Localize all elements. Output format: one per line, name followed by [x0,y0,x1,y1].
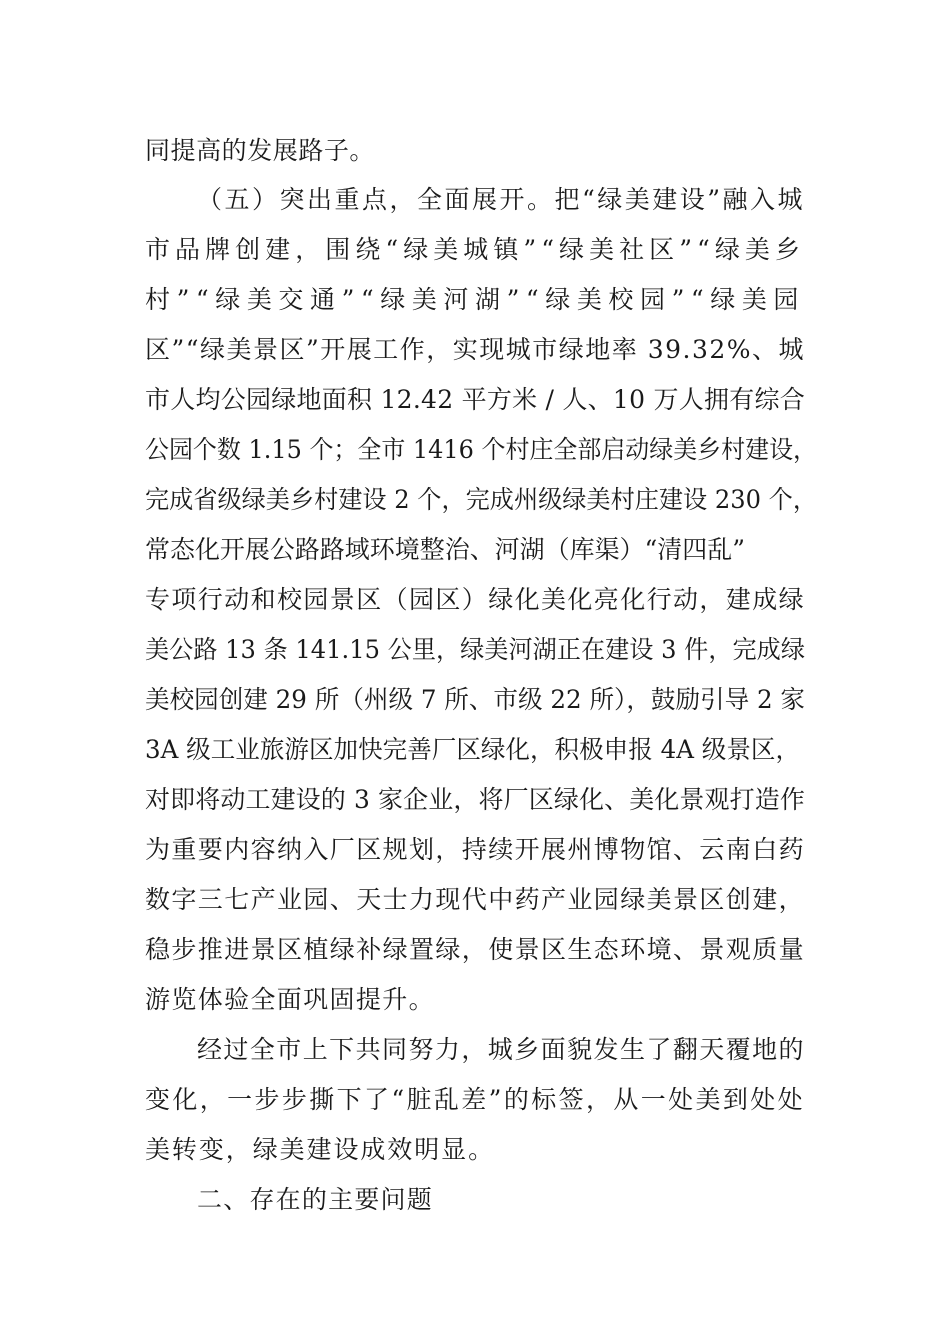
line-text: 对即将动工建设的 3 家企业，将厂区绿化、美化景观打造作 [145,785,805,814]
line-text: 专项行动和校园景区（园区）绿化美化亮化行动，建成绿 [145,585,805,614]
text-line [0,278,950,322]
text-line [0,378,950,422]
text-line [0,1078,950,1122]
section-heading [0,1178,950,1222]
line-text: 常态化开展公路路域环境整治、河湖（库渠）“清四乱” [145,535,745,564]
line-text: 经过全市上下共同努力，城乡面貌发生了翻天覆地的 [197,1035,805,1064]
text-line [0,878,950,922]
line-text: 变化，一步步撕下了“脏乱差”的标签，从一处美到处处 [145,1085,805,1114]
text-line [0,828,950,872]
line-text: 美转变，绿美建设成效明显。 [145,1135,495,1164]
text-line [0,728,950,772]
line-text: 同提高的发展路子。 [145,136,375,165]
line-text: （五）突出重点，全面展开。把“绿美建设”融入城 [197,185,805,214]
line-text: 稳步推进景区植绿补绿置绿，使景区生态环境、景观质量 [145,935,805,964]
text-line [0,778,950,822]
line-text: 为重要内容纳入厂区规划，持续开展州博物馆、云南白药 [145,835,805,864]
line-text: 完成省级绿美乡村建设 2 个，完成州级绿美村庄建设 230 个， [145,485,817,514]
line-text: 市品牌创建，围绕“绿美城镇”“绿美社区”“绿美乡 [145,235,805,264]
text-line [0,1028,950,1072]
text-line [0,428,950,472]
text-line [0,528,950,572]
text-line [0,678,950,722]
text-line [0,1128,950,1172]
line-text: 美公路 13 条 141.15 公里，绿美河湖正在建设 3 件，完成绿 [145,635,805,664]
text-line [0,928,950,972]
text-line [0,328,950,372]
line-text: 3A 级工业旅游区加快完善厂区绿化，积极申报 4A 级景区， [145,735,800,764]
text-line [0,478,950,522]
text-line [0,628,950,672]
line-text: 数字三七产业园、天士力现代中药产业园绿美景区创建， [145,885,805,914]
line-text: 游览体验全面巩固提升。 [145,985,435,1014]
line-text: 村”“绿美交通”“绿美河湖”“绿美校园”“绿美园 [145,285,805,314]
text-line [0,129,950,173]
line-text: 公园个数 1.15 个；全市 1416 个村庄全部启动绿美乡村建设， [145,435,817,464]
section-heading-text: 二、存在的主要问题 [197,1185,433,1214]
text-line [0,978,950,1022]
text-line [0,228,950,272]
line-text: 市人均公园绿地面积 12.42 平方米 / 人、10 万人拥有综合 [145,385,805,414]
text-line [0,578,950,622]
line-text: 区”“绿美景区”开展工作，实现城市绿地率 39.32%、城 [145,335,805,364]
line-text: 美校园创建 29 所（州级 7 所、市级 22 所），鼓励引导 2 家 [145,685,805,714]
paragraph-heading-five [0,178,950,222]
